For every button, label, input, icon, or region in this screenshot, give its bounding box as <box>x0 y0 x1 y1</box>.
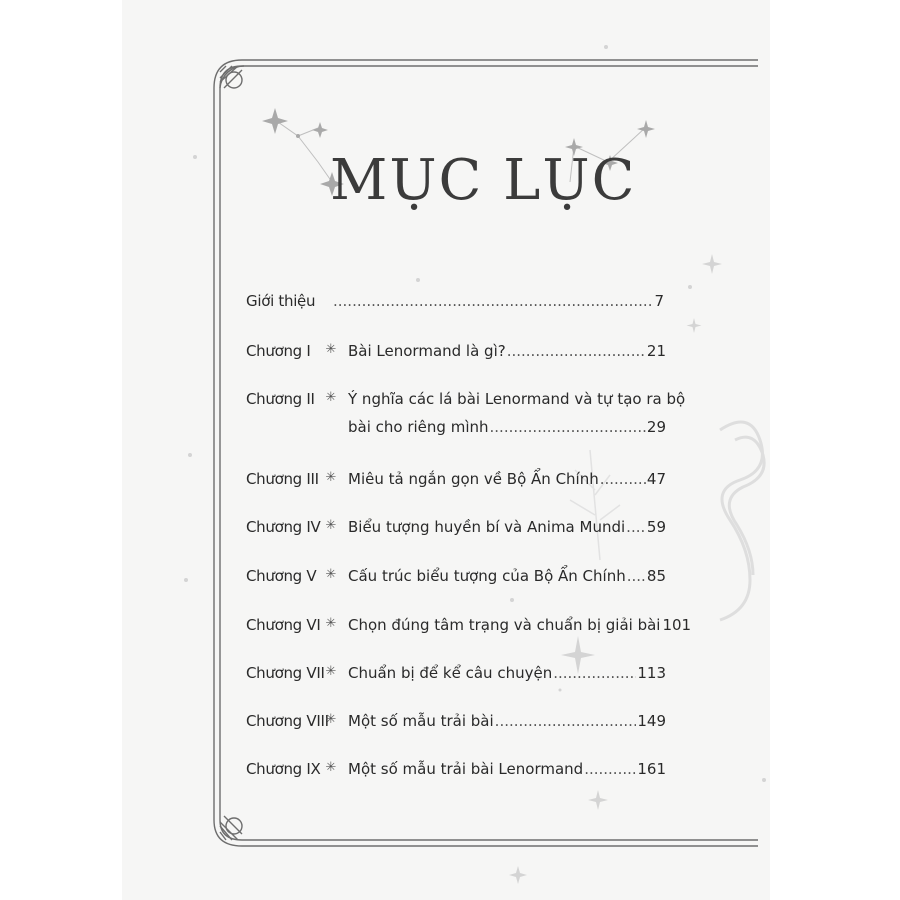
dot-leader <box>507 342 646 360</box>
chapter-title: Cấu trúc biểu tượng của Bộ Ẩn Chính <box>348 567 626 585</box>
chapter-number: Chương VII <box>246 664 325 682</box>
dot-leader <box>627 567 646 585</box>
page-number: 29 <box>646 418 666 436</box>
toc-row[interactable] <box>246 760 666 790</box>
star-separator-icon: ✳ <box>325 664 337 679</box>
chapter-number: Chương III <box>246 470 319 488</box>
chapter-title: Chuẩn bị để kể câu chuyện <box>348 664 553 682</box>
chapter-number: Chương I <box>246 342 311 360</box>
chapter-title: Miêu tả ngắn gọn về Bộ Ẩn Chính <box>348 470 599 488</box>
page-number: 7 <box>654 292 664 310</box>
page-number: 113 <box>637 664 666 682</box>
page-number: 47 <box>646 470 666 488</box>
dot-leader <box>490 418 646 436</box>
chapter-title: Biểu tượng huyền bí và Anima Mundi <box>348 518 626 536</box>
page-number: 21 <box>646 342 666 360</box>
chapter-number: Chương IV <box>246 518 321 536</box>
page-number: 149 <box>637 712 666 730</box>
page-number: 85 <box>646 567 666 585</box>
chapter-title: Chọn đúng tâm trạng và chuẩn bị giải bài <box>348 616 661 634</box>
toc-row[interactable] <box>246 616 692 646</box>
chapter-title-line2: bài cho riêng mình <box>348 418 489 436</box>
toc-row[interactable] <box>246 518 666 548</box>
star-separator-icon: ✳ <box>325 470 337 485</box>
star-separator-icon: ✳ <box>325 616 337 631</box>
chapter-number: Chương VI <box>246 616 321 634</box>
chapter-number: Chương II <box>246 390 315 408</box>
chapter-title-line1: Ý nghĩa các lá bài Lenormand và tự tạo ra bộ <box>348 390 686 408</box>
toc-row[interactable] <box>246 470 666 500</box>
chapter-title: Một số mẫu trải bài <box>348 712 494 730</box>
star-separator-icon: ✳ <box>325 518 337 533</box>
chapter-number: Chương IX <box>246 760 321 778</box>
chapter-number: Chương V <box>246 567 317 585</box>
toc-row[interactable] <box>246 567 666 597</box>
toc-row[interactable] <box>246 664 666 694</box>
chapter-number: Chương VIII <box>246 712 329 730</box>
intro-label: Giới thiệu <box>246 292 316 310</box>
page-number: 101 <box>662 616 692 634</box>
dot-leader <box>626 518 646 536</box>
dot-leader <box>584 760 636 778</box>
chapter-title: Một số mẫu trải bài Lenormand <box>348 760 584 778</box>
page-number: 59 <box>646 518 666 536</box>
star-separator-icon: ✳ <box>325 760 337 775</box>
dot-leader <box>600 470 646 488</box>
toc-row[interactable] <box>246 390 686 450</box>
toc-row[interactable] <box>246 712 666 742</box>
intro-line <box>332 292 664 310</box>
star-separator-icon: ✳ <box>325 712 337 727</box>
page-title: MỤC LỤC <box>330 148 637 213</box>
dot-leader <box>553 664 636 682</box>
star-separator-icon: ✳ <box>325 390 337 405</box>
toc-intro[interactable] <box>246 292 666 322</box>
chapter-title: Bài Lenormand là gì? <box>348 342 506 360</box>
toc-row[interactable] <box>246 342 666 372</box>
dot-leader <box>495 712 637 730</box>
star-separator-icon: ✳ <box>325 567 337 582</box>
dot-leader <box>333 292 653 310</box>
page-number: 161 <box>637 760 666 778</box>
star-separator-icon: ✳ <box>325 342 337 357</box>
